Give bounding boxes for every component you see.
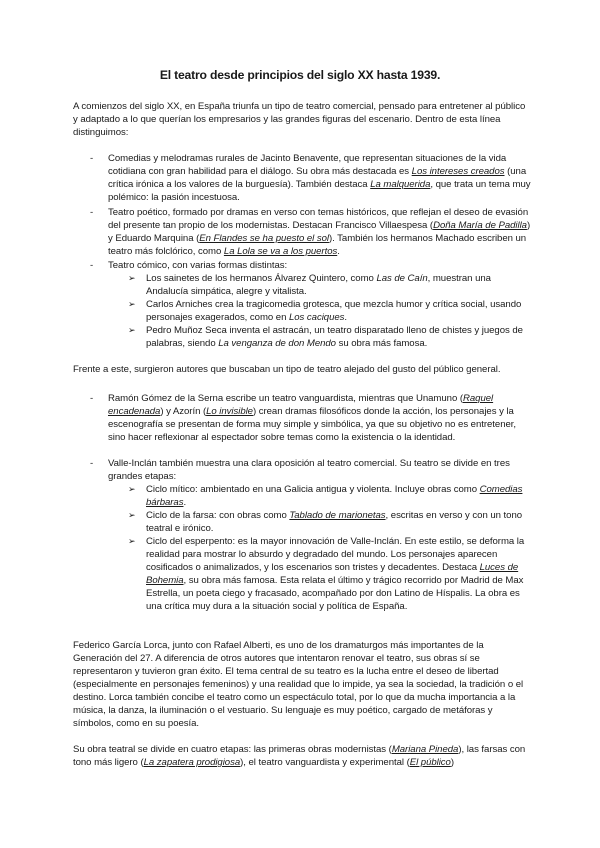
work-title: La malquerida [370,179,431,190]
work-title: Doña María de Padilla [433,220,527,231]
work-title: El público [409,757,451,768]
bullet-dash: - [90,260,94,271]
bullet-dash: - [90,207,94,218]
work-title: Mariana Pineda [391,744,459,755]
list-item-teatro-comico: Teatro cómico, con varias formas distintas: [108,260,288,271]
paragraph-lorca-etapas: Su obra teatral se divide en cuatro etapas: las primeras obras modernistas (Mariana Pineda), las farsas con tono más ligero (La zapatera prodigiosa), el teatro vanguardista y experimental (El público) [73,744,526,768]
arrow-bullet-icon: ➢ [128,536,136,546]
work-title: Los intereses creados [411,166,505,177]
work-title: Los caciques [288,312,345,323]
work-title: Las de Caín [376,273,428,284]
work-title: La venganza de don Mendo [218,338,336,349]
work-title: Tablado de marionetas [289,510,386,521]
work-title: Raquel encadenada [108,393,494,417]
list-item-teatro-poetico: Teatro poético, formado por dramas en verso con temas históricos, que reflejan el deseo de evasión del presente tan propio de los modernistas. Destacan Francisco Villaespesa (Doña María de Padilla) y Eduardo Marquina (En Flandes se ha puesto el sol). También los hermanos Machado escriben un teatro más folclórico, como La Lola se va a los puertos. [108,207,531,257]
intro-paragraph: A comienzos del siglo XX, en España triunfa un tipo de teatro comercial, pensado para entretener al público y adaptado a lo que querían los empresarios y las grandes figuras del escenario. Dentro de esta línea distinguimos: [73,101,526,138]
list-item-valle-inclan: Valle-Inclán también muestra una clara oposición al teatro comercial. Su teatro se divide en tres grandes etapas: [108,458,510,482]
sub-item-arniches: Carlos Arniches crea la tragicomedia grotesca, que mezcla humor y crítica social, usando personajes exagerados, como en Los caciques. [146,299,522,323]
paragraph-lorca: Federico García Lorca, junto con Rafael Alberti, es uno de los dramaturgos más importantes de la Generación del 27. A diferencia de otros autores que intentaron renovar el teatro, sus obras sí se representaron y tuvieron gran éxito. El tema central de su teatro es la lucha entre el deseo de libertad (especialmente en personajes femeninos) y una realidad que lo impide, ya sea la sociedad, la tradición o el destino. Lorca también concibe el teatro como un espectáculo total, por lo que da mucha importancia a la música, la danza, la iluminación o el vestuario. Su lenguaje es muy poético, cargado de metáforas y símbolos, como en su poesía. [73,640,524,729]
bullet-dash: - [90,393,94,404]
work-title: En Flandes se ha puesto el sol [199,233,329,244]
sub-item-ciclo-farsa: Ciclo de la farsa: con obras como Tablado de marionetas, escritas en verso y con un tono teatral e irónico. [146,510,523,534]
sub-item-ciclo-mitico: Ciclo mítico: ambientado en una Galicia antigua y violenta. Incluye obras como Comedias bárbaras. [146,484,523,508]
work-title: La zapatera prodigiosa [143,757,241,768]
arrow-bullet-icon: ➢ [128,273,136,283]
paragraph-frente: Frente a este, surgieron autores que buscaban un tipo de teatro alejado del gusto del público general. [73,364,501,375]
sub-item-munoz-seca: Pedro Muñoz Seca inventa el astracán, un teatro disparatado lleno de chistes y juegos de palabras, siendo La venganza de don Mendo su obra más famosa. [146,325,523,349]
sub-item-quintero: Los sainetes de los hermanos Álvarez Quintero, como Las de Caín, muestran una Andalucía simpática, alegre y vitalista. [146,273,491,297]
bullet-dash: - [90,153,94,164]
arrow-bullet-icon: ➢ [128,325,136,335]
bullet-dash: - [90,458,94,469]
work-title: Lo invisible [206,406,253,417]
arrow-bullet-icon: ➢ [128,299,136,309]
page-title: El teatro desde principios del siglo XX hasta 1939. [159,68,441,82]
list-item-benavente: Comedias y melodramas rurales de Jacinto Benavente, que representan situaciones de la vida cotidiana con gran habilidad para el diálogo. Su obra más destacada es Los intereses creados (una crítica irónica a los valores de la burguesía). También destaca La malquerida, que trata un tema muy polémico: la pasión incestuosa. [108,153,531,203]
arrow-bullet-icon: ➢ [128,510,136,520]
sub-item-ciclo-esperpento: Ciclo del esperpento: es la mayor innovación de Valle-Inclán. En este estilo, se deforma la realidad para mostrar lo absurdo y degradado del mundo. Los personajes aparecen cosificados o animalizados, y los escenarios son tristes y decadentes. Destaca Luces de Bohemia, su obra más famosa. Esta relata el último y trágico recorrido por Madrid de Max Estrella, un poeta ciego y fracasado, acompañado por don Latino de Híspalis. La obra es una crítica muy dura a la situación social y política de España. [146,536,525,612]
work-title: Comedias bárbaras [146,484,523,508]
list-item-gomez-serna: Ramón Gómez de la Serna escribe un teatro vanguardista, mientras que Unamuno (Raquel encadenada) y Azorín (Lo invisible) crean dramas filosóficos donde la acción, los personajes y la escenografía se presentan de forma muy simple y simbólica, ya que su objetivo no es entretener, sino hacer reflexionar al espectador sobre temas como la existencia o la identidad. [108,393,517,443]
work-title: La Lola se va a los puertos [223,246,338,257]
work-title: Luces de Bohemia [146,562,519,586]
arrow-bullet-icon: ➢ [128,484,136,494]
